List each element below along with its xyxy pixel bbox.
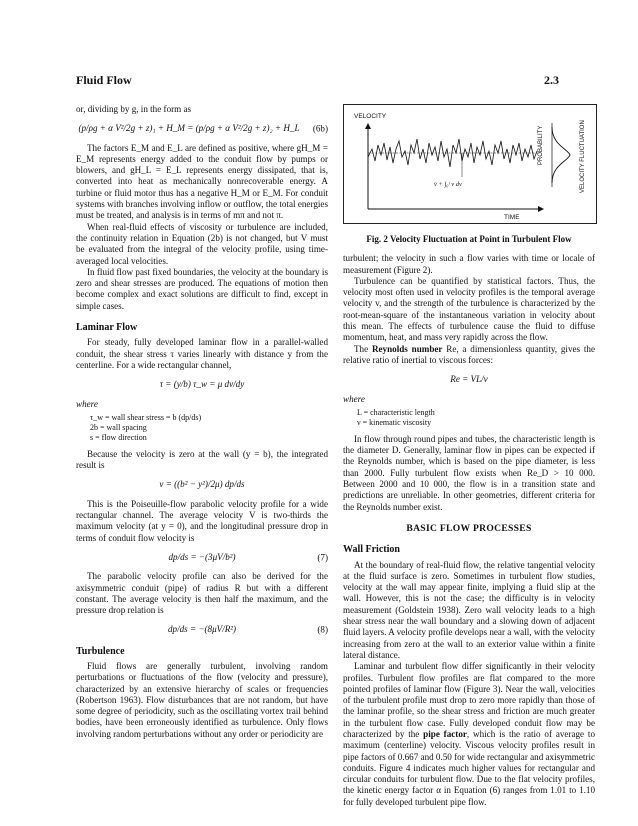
equation-tau: τ = (y/b) τ_w = μ dv/dy: [159, 379, 245, 390]
paragraph: Turbulence can be quantified by statistical factors. Thus, the velocity most often used in velocity profiles is the temporal average velocity v, and the strength of the turbulence is characterized by the root-mean-square of the instantaneous variation in velocity about this mean. The effects of turbulence cause the fluid to diffuse momentum, heat, and mass very rapidly across the flow.: [343, 275, 595, 343]
text-run: Laminar and turbulent flow differ significantly in their velocity profiles. Turbulent flow profiles are flat compared to the more pointed profiles of laminar flow (Figure 3). Near the wall, velocities of the turbulent profile must drop to zero more rapidly than those of the laminar profile, so the shear stress and friction are much greater in the turbulent flow case. Fully developed conduit flow may be characterized by the: [343, 661, 595, 739]
term-pipe-factor: pipe factor: [423, 728, 467, 739]
equation-text: dp/ds = −(8μV/R²): [167, 624, 237, 635]
y-axis-label: VELOCITY: [354, 113, 387, 120]
velocity-fluctuation-diagram: [344, 105, 596, 223]
equation-text: (p/ρg + α V²/2g + z)₁ + H_M = (p/ρg + α V²/2g + z)₂ + H_L: [78, 123, 300, 134]
where-label: where: [76, 398, 98, 409]
paragraph: At the boundary of real-fluid flow, the relative tangential velocity at the fluid surface is zero. Sometimes in turbulent flow studies, velocity at the wall may appear finite, implying a fluid slip at the wall. However, this is not the case; the difficulty is in velocity measurement (Goldstein 1938). Zero wall velocity leads to a high shear stress near the wall boundary and a slowing down of adjacent fluid layers. A velocity profile develops near a wall, with the velocity increasing from zero at the wall to an exterior value within a finite lateral distance.: [343, 559, 595, 660]
paragraph: Fluid flows are generally turbulent, involving random perturbations or fluctuations of the flow (velocity and pressure), characterized by an extensive hierarchy of scales or frequencies (Robertson 1963). Flow disturbances that are not random, but have some degree of periodicity, such as the oscillating vortex trail behind bodies, have been erroneously identified as turbulence. Only flows involving random perturbations without any order or periodicity are: [76, 660, 328, 739]
paragraph: For steady, fully developed laminar flow in a parallel-walled conduit, the shear stress τ varies linearly with distance y from the centerline. For a wide rectangular channel,: [76, 337, 328, 370]
definition-item: L = characteristic length: [357, 407, 435, 417]
definitions-list: [357, 408, 595, 428]
equation-number: (8): [317, 624, 328, 635]
right-column: [343, 104, 595, 808]
paragraph: When real-fluid effects of viscosity or turbulence are included, the continuity relation in Equation (2b) is not changed, but V must be evaluated from the integral of the velocity profile, using time-averaged local velocities.: [76, 221, 328, 266]
definition-item: ν = kinematic viscosity: [357, 417, 432, 427]
definitions-list: [90, 413, 328, 443]
section-heading-laminar-flow: Laminar Flow: [76, 322, 138, 334]
paragraph: or, dividing by g, in the form as: [76, 104, 192, 114]
equation-text: dp/ds = −(3μV/b²): [168, 551, 236, 562]
equation-reynolds: Re = VL/ν: [450, 374, 488, 385]
equation-velocity: v = ((b² − y²)/2μ) dp/ds: [159, 479, 245, 490]
mean-velocity-label: v̄ + ∫₀ᵗ v dv: [434, 181, 462, 188]
section-heading-turbulence: Turbulence: [76, 645, 125, 657]
paragraph: The factors E_M and E_L are defined as positive, where gH_M = E_M represents energy added to the conduit flow by pumps or blowers, and gH_L = E_L represents energy dissipated, that is, converted into heat as mechanically nonrecoverable energy. A turbine or fluid motor thus has a negative H_M or E_M. For conduit systems with branches involving inflow or outflow, the total energies must be treated, and analysis is in terms of mπ and not π.: [76, 142, 328, 221]
equation-6b: [76, 123, 328, 134]
page-number: 2.3: [544, 73, 559, 87]
running-header-title: Fluid Flow: [76, 73, 132, 87]
equation-number: (6b): [312, 123, 328, 134]
definition-item: 2b = wall spacing: [90, 422, 147, 432]
paragraph: [343, 661, 595, 808]
figure-caption: Fig. 2 Velocity Fluctuation at Point in Turbulent Flow: [366, 234, 572, 244]
paragraph: [343, 344, 595, 367]
probability-label: PROBABILITY: [538, 125, 544, 165]
equation-8: [76, 624, 328, 635]
equation-7: [76, 552, 328, 563]
section-heading-basic-flow-processes: BASIC FLOW PROCESSES: [406, 522, 532, 534]
paragraph: The parabolic velocity profile can also be derived for the axisymmetric conduit (pipe) of radius R but with a different constant. The average velocity is then half the maximum, and the pressure drop relation is: [76, 571, 328, 616]
left-column: [76, 104, 328, 740]
x-axis-label: TIME: [504, 214, 520, 221]
text-run: The: [354, 343, 372, 354]
figure-velocity-fluctuation: [343, 104, 597, 224]
equation-number: (7): [317, 551, 328, 562]
paragraph: turbulent; the velocity in such a flow varies with time or locale of measurement (Figure 2).: [343, 253, 595, 275]
section-heading-wall-friction: Wall Friction: [343, 544, 400, 556]
term-reynolds-number: Reynolds number: [371, 343, 443, 354]
paragraph: Because the velocity is zero at the wall (y = b), the integrated result is: [76, 448, 328, 471]
where-label: where: [343, 393, 365, 404]
velocity-fluctuation-label: VELOCITY FLUCTUATION: [580, 120, 586, 193]
paragraph: This is the Poiseuille-flow parabolic velocity profile for a wide rectangular channel. The average velocity V is two-thirds the maximum velocity (at y = 0), and the longitudinal pressure drop in terms of conduit flow velocity is: [76, 498, 328, 543]
text-run: Re, a dimensionless quantity, gives the relative ratio of inertial to viscous forces:: [343, 343, 595, 365]
paragraph: In flow through round pipes and tubes, the characteristic length is the diameter D. Generally, laminar flow in pipes can be expected if the Reynolds number, which is based on the pipe diameter, is less than 2000. Fully turbulent flow exists when Re_D > 10 000. Between 2000 and 10 000, the flow is in a transition state and predictions are unreliable. In other geometries, different criteria for the Reynolds number exist.: [343, 433, 595, 512]
text-run: , which is the ratio of average to maximum (centerline) velocity. Viscous velocity profiles result in pipe factors of 0.667 and 0.50 for wide rectangular and axisymmetric conduits. Figure 4 indicates much higher values for rectangular and circular conduits for turbulent flow. Due to the flat velocity profiles, the kinetic energy factor α in Equation (6) ranges from 1.01 to 1.10 for fully developed turbulent pipe flow.: [343, 728, 596, 807]
paragraph: In fluid flow past fixed boundaries, the velocity at the boundary is zero and shear stresses are produced. The equations of motion then become complex and exact solutions are difficult to find, except in simple cases.: [76, 266, 328, 311]
definition-item: s = flow direction: [90, 432, 147, 442]
definition-item: τ_w = wall shear stress = b (dp/ds): [90, 412, 202, 422]
